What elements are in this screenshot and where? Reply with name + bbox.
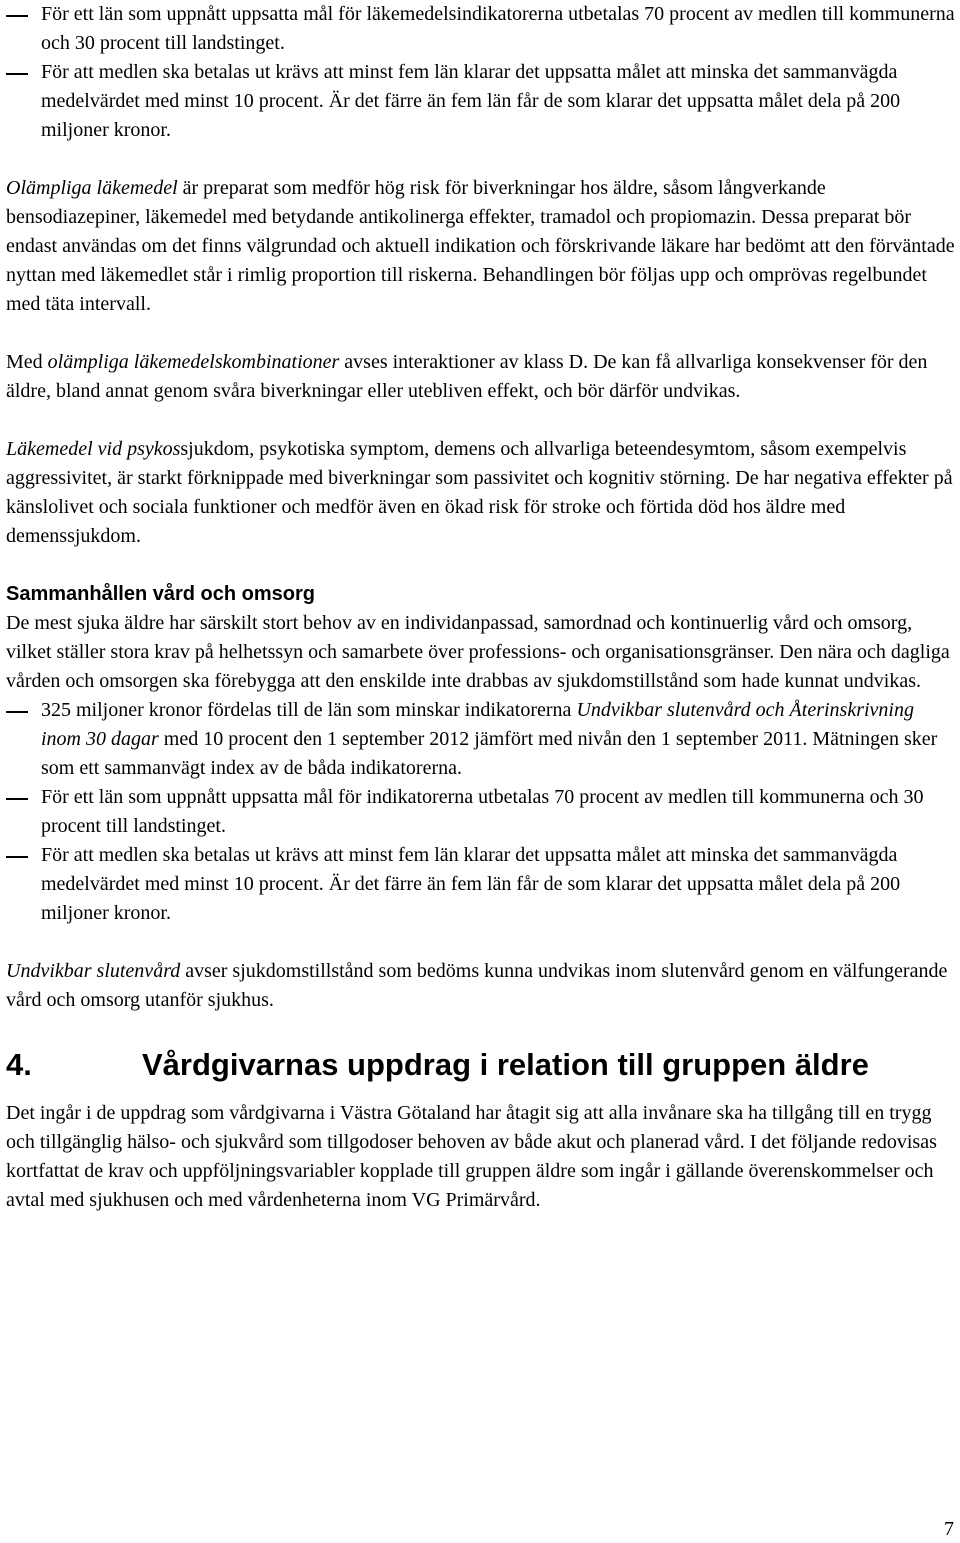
list-item: [6, 841, 956, 928]
list-item-text: För att medlen ska betalas ut krävs att minst fem län klarar det uppsatta målet att minska det sammanvägda medelvärdet med minst 10 procent. Är det färre än fem län får de som klarar det uppsatta målet dela på 200 miljoner kronor.: [41, 61, 901, 141]
chapter-number: 4.: [6, 1047, 32, 1082]
paragraph-text: sjukdom, psykotiska symptom, demens och allvarliga beteendesymtom, såsom exempelvis aggressivitet, är starkt förknippade med biverkningar som passivitet och kognitiv störning. De har negativa effekter på känslolivet och sociala funktioner och medför även en ökad risk för stroke och förtida död hos äldre med demenssjukdom.: [6, 438, 953, 547]
list-item: [6, 0, 956, 58]
paragraph-olampliga: [6, 174, 956, 319]
document-page: [6, 0, 956, 1215]
page-number: 7: [944, 1518, 954, 1540]
paragraph-kombination: [6, 348, 956, 406]
list-item: [6, 58, 956, 145]
list-item-text: För ett län som uppnått uppsatta mål för läkemedelsindikatorerna utbetalas 70 procent av medlen till kommunerna och 30 procent till landstinget.: [41, 3, 955, 54]
paragraph-text: avses interaktioner av klass D. De kan få allvarliga konsekvenser för den äldre, bland annat genom svåra biverkningar eller utebliven effekt, och bör därför undvikas.: [6, 351, 928, 402]
list-item-text: 325 miljoner kronor fördelas till de län som minskar indikatorerna: [41, 699, 577, 721]
paragraph-text: är preparat som medför hög risk för biverkningar hos äldre, såsom långverkande bensodiazepiner, läkemedel med betydande antikolinerga effekter, tramadol och propiomazin. Dessa preparat bör endast användas om det finns välgrundad och aktuell indikation och förskrivande läkare har bedömt att den förväntade nyttan med läkemedlet står i rimlig proportion till riskerna. Behandlingen bör följas upp och omprövas regelbundet med täta intervall.: [6, 177, 955, 315]
term-psykos: Läkemedel vid psykos: [6, 438, 181, 460]
paragraph-psykos: [6, 435, 956, 551]
chapter-title: Vårdgivarnas uppdrag i relation till gruppen äldre: [142, 1047, 869, 1082]
list-item: [6, 783, 956, 841]
section-heading: Sammanhållen vård och omsorg: [6, 583, 315, 605]
chapter-paragraph: Det ingår i de uppdrag som vårdgivarna i Västra Götaland har åtagit sig att alla invånare ska ha tillgång till en trygg och tillgänglig hälso- och sjukvård som tillgodoser behoven av både akut och planerad vård. I det följande redovisas kortfattat de krav och uppföljningsvariabler kopplade till gruppen äldre som ingår i gällande överenskommelser och avtal med sjukhusen och med vårdenheterna inom VG Primärvård.: [6, 1102, 937, 1211]
paragraph-text: Med: [6, 351, 48, 373]
term-undvikbar: Undvikbar slutenvård: [6, 960, 181, 982]
term-kombination: olämpliga läkemedelskombinationer: [47, 351, 340, 373]
paragraph-undvikbar: [6, 957, 956, 1015]
list-item-text: För att medlen ska betalas ut krävs att minst fem län klarar det uppsatta målet att minska det sammanvägda medelvärdet med minst 10 procent. Är det färre än fem län får de som klarar det uppsatta målet dela på 200 miljoner kronor.: [41, 844, 901, 924]
list-item: [6, 696, 956, 783]
term-undvikbar-indikatorer: Undvikbar slutenvård och Återinskrivning inom 30 dagar: [41, 699, 914, 750]
top-bullet-list: [6, 0, 956, 145]
section-paragraph: De mest sjuka äldre har särskilt stort behov av en individanpassad, samordnad och kontinuerlig vård och omsorg, vilket ställer stora krav på helhetssyn och samarbete över professions- och organisationsgränser. Den nära och dagliga vården och omsorgen ska förebygga att den enskilde inte drabbas av sjukdomstillstånd som hade kunnat undvikas.: [6, 612, 950, 692]
section-bullet-list: [6, 696, 956, 928]
list-item-text: med 10 procent den 1 september 2012 jämfört med nivån den 1 september 2011. Mätningen sker som ett sammanvägt index av de båda indikatorerna.: [41, 728, 938, 779]
term-olampliga: Olämpliga läkemedel: [6, 177, 178, 199]
chapter-heading: [6, 1045, 956, 1085]
list-item-text: För ett län som uppnått uppsatta mål för indikatorerna utbetalas 70 procent av medlen till kommunerna och 30 procent till landstinget.: [41, 786, 924, 837]
paragraph-text: avser sjukdomstillstånd som bedöms kunna undvikas inom slutenvård genom en välfungerande vård och omsorg utanför sjukhus.: [6, 960, 948, 1011]
